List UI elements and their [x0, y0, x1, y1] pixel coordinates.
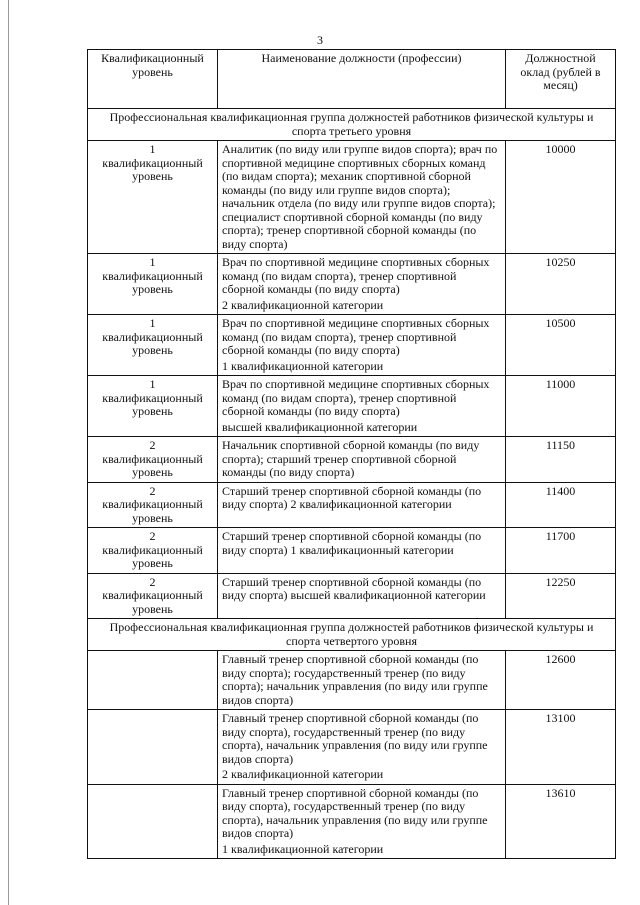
level-cell — [88, 482, 218, 528]
level-cell — [88, 784, 218, 859]
level-cell — [88, 710, 218, 785]
level-text: уровень — [132, 404, 173, 418]
level-text: 1 — [149, 377, 156, 391]
table-row — [88, 651, 616, 710]
table-row — [88, 376, 616, 437]
position-text: Старший тренер спортивной сборной команды (по виду спорта) 2 квалификационной категории — [222, 483, 482, 511]
position-cell — [218, 573, 506, 619]
level-text: квалификационный — [102, 390, 203, 405]
page-number: 3 — [317, 33, 323, 47]
position-text: Главный тренер спортивной сборной команды (по виду спорта), государственный тренер (по виду спорта), начальник управления (по виду или группе видов спорта) — [222, 785, 488, 840]
position-text: Врач по спортивной медицине спортивных сборных команд (по видам спорта), тренер спортивной сборной команды (по виду спорта) — [222, 377, 490, 418]
level-text: уровень — [132, 169, 173, 183]
position-text: Врач по спортивной медицине спортивных сборных команд (по видам спорта), тренер спортивной сборной команды (по виду спорта) — [222, 316, 490, 357]
level-text: квалификационный — [102, 542, 203, 557]
table-row — [88, 710, 616, 785]
position-text: Врач по спортивной медицине спортивных сборных команд (по видам спорта), тренер спортивной сборной команды (по виду спорта) — [222, 255, 490, 296]
qualification-category: высшей квалификационной категории — [222, 419, 418, 434]
level-text: уровень — [132, 282, 173, 296]
header-salary: Должностной оклад (рублей в месяц) — [506, 50, 616, 109]
level-cell — [88, 651, 218, 710]
level-text: квалификационный — [102, 588, 203, 602]
table-row — [88, 141, 616, 254]
position-cell — [218, 376, 506, 437]
level-text: уровень — [132, 556, 173, 570]
level-text: 2 — [149, 438, 156, 452]
level-text: уровень — [132, 343, 173, 357]
level-text: уровень — [132, 510, 173, 525]
level-text: уровень — [132, 465, 173, 479]
salary-cell: 10250 — [506, 254, 616, 315]
group-header-row — [88, 109, 616, 141]
level-cell — [88, 254, 218, 315]
level-text: 2 — [149, 574, 156, 589]
salary-cell: 10000 — [506, 141, 616, 254]
salary-cell: 11700 — [506, 528, 616, 574]
qualification-category: 2 квалификационной категории — [222, 297, 384, 312]
header-position: Наименование должности (профессии) — [218, 50, 506, 109]
position-text: Старший тренер спортивной сборной команды (по виду спорта) высшей квалификационной категории — [222, 574, 486, 602]
position-cell — [218, 482, 506, 528]
level-text: уровень — [132, 601, 173, 616]
table-row — [88, 254, 616, 315]
position-text: Старший тренер спортивной сборной команды (по виду спорта) 1 квалификационный категории — [222, 529, 482, 557]
position-text: Аналитик (по виду или группе видов спорта); врач по спортивной медицине спортивных сборных команд (по видам спорта); механик спортивной сборной команды (по виду или группе видов спорта); начальник отдела (по виду или группе видов спорта); специалист спортивной сборной команды (по виду спорта); тренер спортивной сборной команды (по виду спорта) — [222, 142, 498, 251]
level-cell — [88, 573, 218, 619]
level-cell — [88, 376, 218, 437]
level-text: квалификационный — [102, 451, 203, 466]
level-text: 2 — [149, 483, 156, 498]
position-cell — [218, 254, 506, 315]
salary-cell: 10500 — [506, 315, 616, 376]
header-row — [88, 50, 616, 109]
table-row — [88, 437, 616, 483]
table-row — [88, 573, 616, 619]
table-row — [88, 528, 616, 574]
position-text: Главный тренер спортивной сборной команды (по виду спорта), государственный тренер (по виду спорта), начальник управления (по виду или группе видов спорта) — [222, 711, 488, 766]
level-text: 1 — [149, 142, 156, 156]
level-text: 2 — [149, 529, 156, 543]
salary-cell: 11000 — [506, 376, 616, 437]
level-cell — [88, 528, 218, 574]
position-cell — [218, 710, 506, 785]
position-cell — [218, 784, 506, 859]
qualification-category: 2 квалификационной категории — [222, 767, 384, 781]
qualification-category: 1 квалификационной категории — [222, 841, 384, 856]
level-text: квалификационный — [102, 268, 203, 283]
position-cell — [218, 437, 506, 483]
position-cell — [218, 315, 506, 376]
salary-cell: 12600 — [506, 651, 616, 710]
position-text: Главный тренер спортивной сборной команды (по виду спорта); государственный тренер (по виду спорта); начальник управления (по виду или группе видов спорта) — [222, 652, 488, 707]
header-level: Квалификационный уровень — [88, 50, 218, 109]
position-text: Начальник спортивной сборной команды (по виду спорта); старший тренер спортивной сборной команды (по виду спорта) — [222, 438, 480, 479]
level-cell — [88, 315, 218, 376]
position-cell — [218, 141, 506, 254]
table-row — [88, 482, 616, 528]
position-cell — [218, 528, 506, 574]
table-row — [88, 315, 616, 376]
group-title: Профессиональная квалификационная группа должностей работников физической культуры и спорта четвертого уровня — [88, 619, 616, 651]
table-row — [88, 784, 616, 859]
level-text: квалификационный — [102, 155, 203, 170]
table-body — [88, 109, 616, 859]
salary-table — [87, 49, 616, 859]
salary-cell: 13100 — [506, 710, 616, 785]
salary-cell: 12250 — [506, 573, 616, 619]
level-cell — [88, 437, 218, 483]
level-text: квалификационный — [102, 329, 203, 344]
salary-cell: 11400 — [506, 482, 616, 528]
level-cell — [88, 141, 218, 254]
level-text: 1 — [149, 316, 156, 330]
salary-cell: 13610 — [506, 784, 616, 859]
position-cell — [218, 651, 506, 710]
level-text: квалификационный — [102, 497, 203, 511]
group-title: Профессиональная квалификационная группа должностей работников физической культуры и спорта третьего уровня — [88, 109, 616, 141]
qualification-category: 1 квалификационной категории — [222, 358, 384, 373]
scan-edge-line — [8, 0, 9, 905]
group-header-row — [88, 619, 616, 651]
salary-cell: 11150 — [506, 437, 616, 483]
level-text: 1 — [149, 255, 156, 269]
